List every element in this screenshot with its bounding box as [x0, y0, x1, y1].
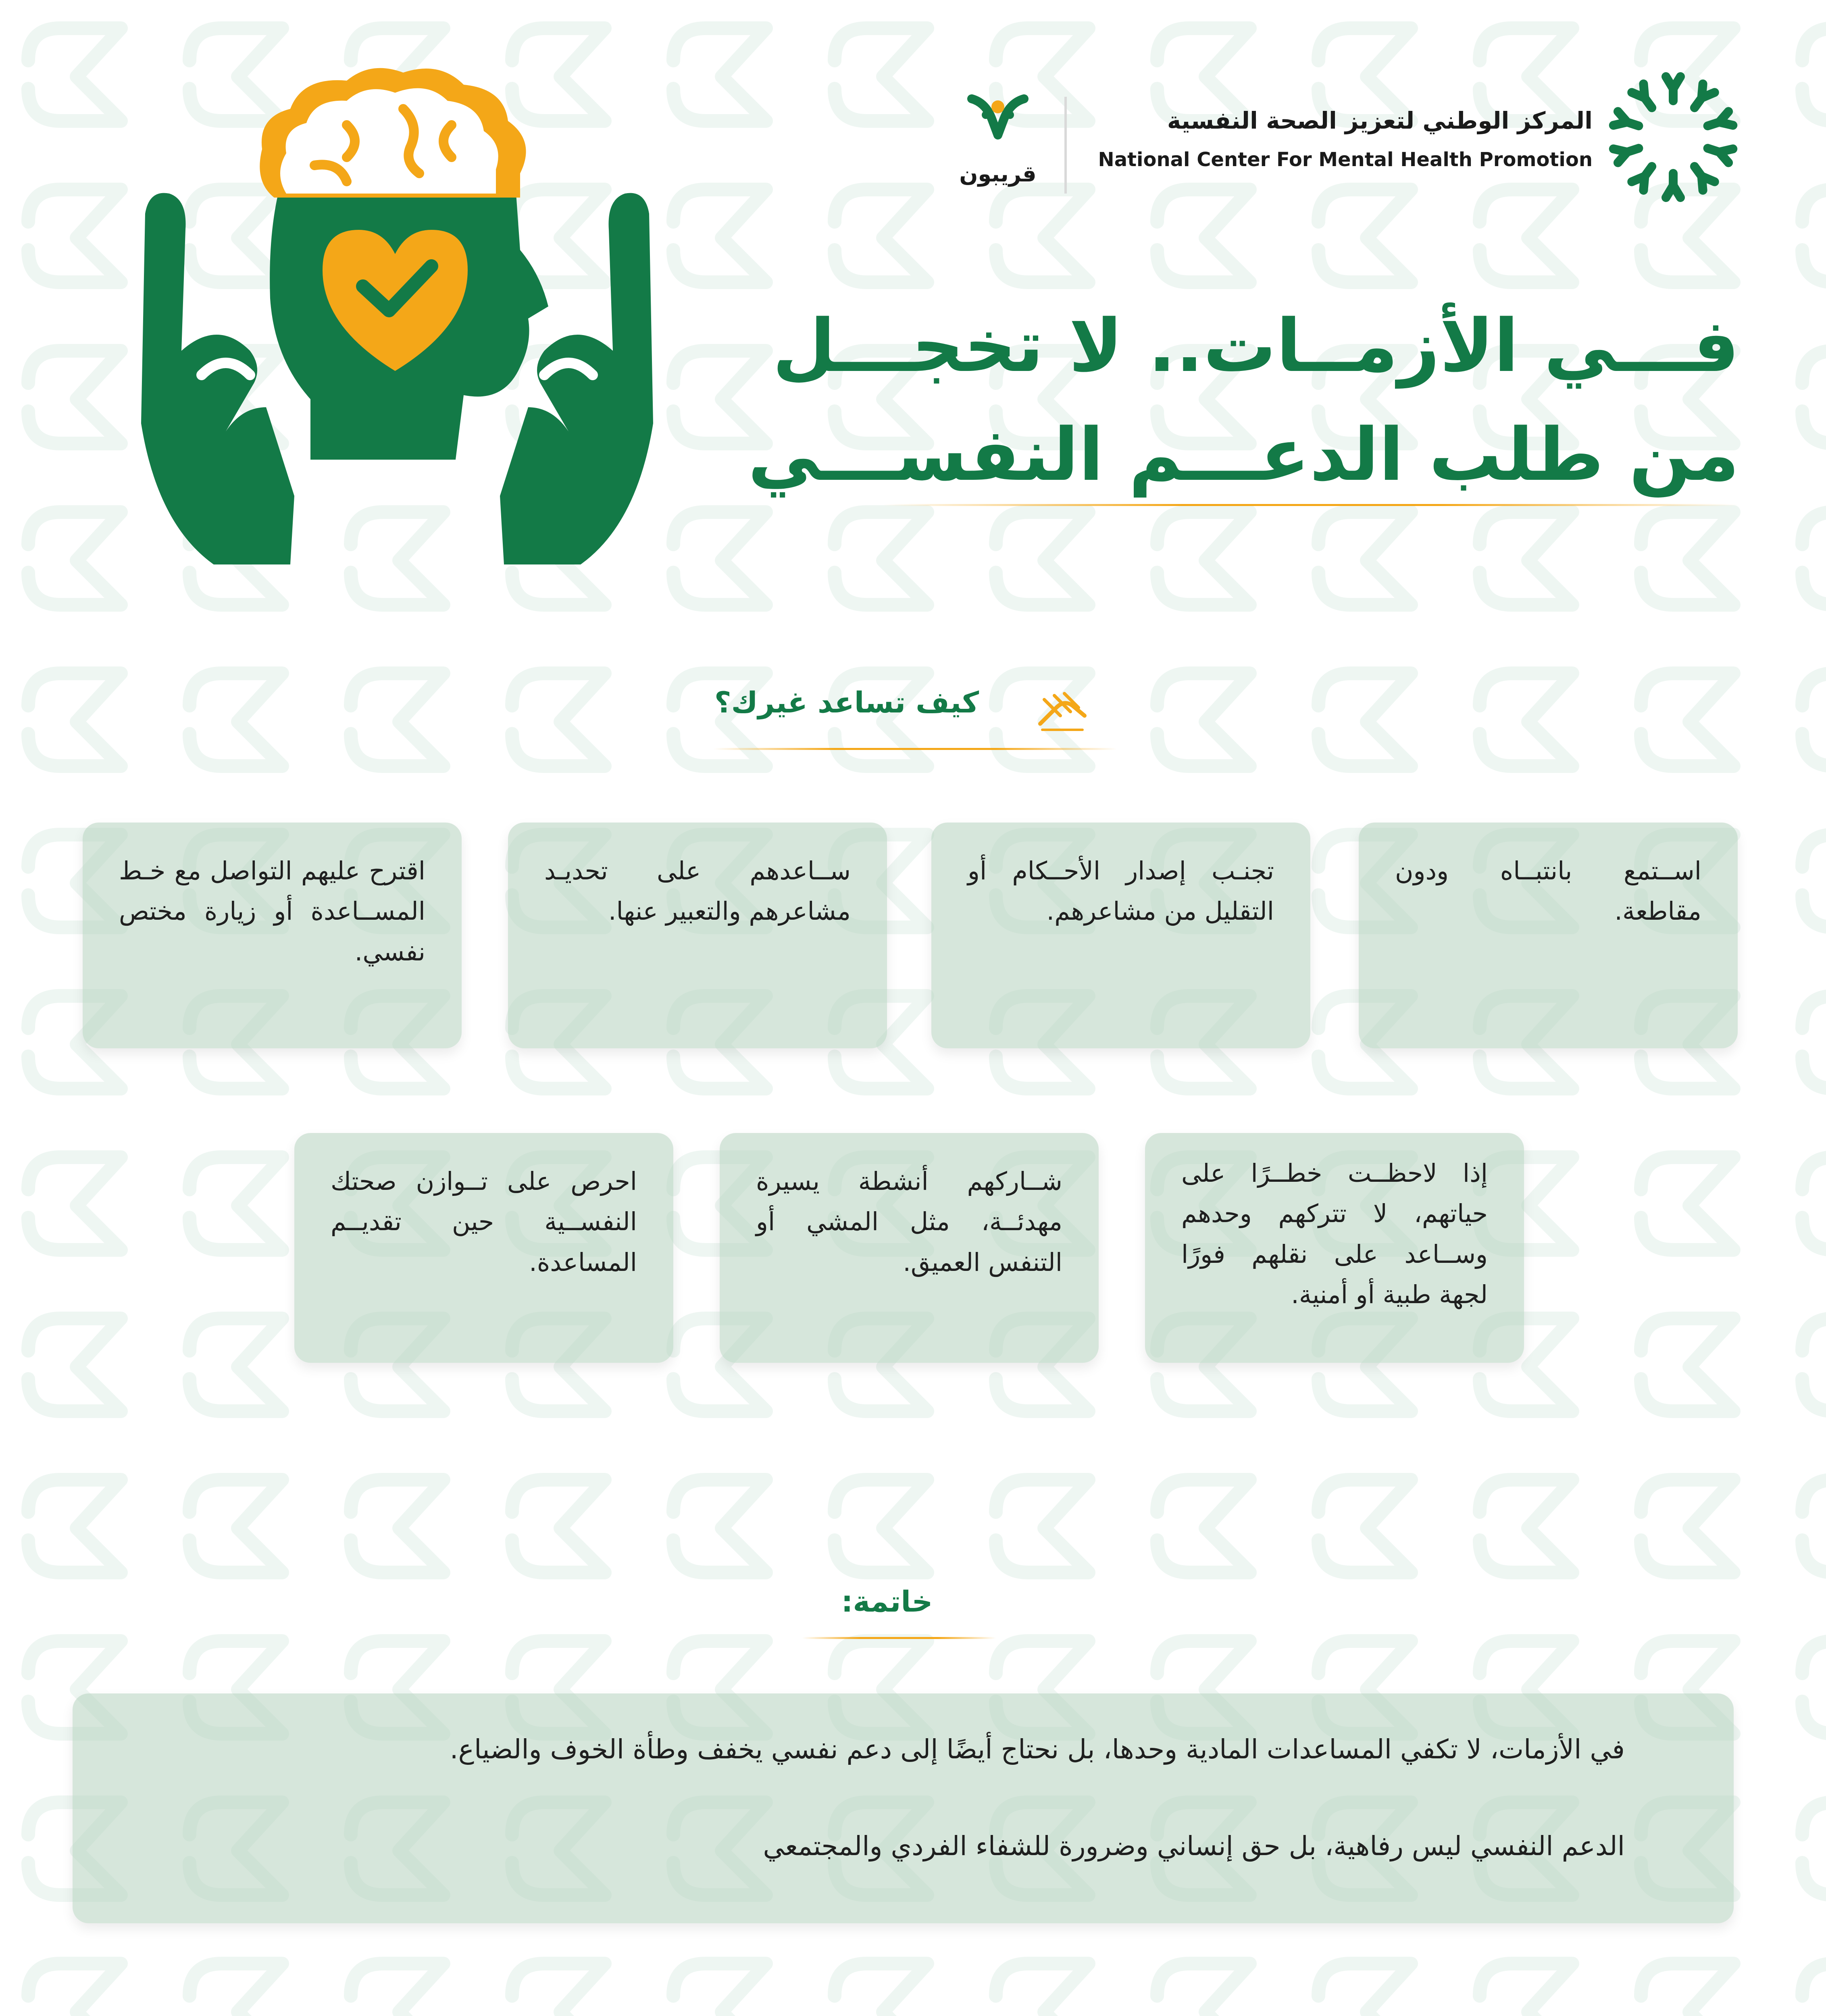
closing-heading-underline	[802, 1637, 996, 1639]
help-card-self-care	[294, 1133, 673, 1363]
helping-hands-icon	[1032, 683, 1093, 736]
help-card-text: تجنـب إصدار الأحــكام أو التقليل من مشاعرهم.	[968, 856, 1274, 926]
page-title-line-1: فـــي الأزمــات.. لا تخجـــل	[772, 304, 1739, 388]
head-heart-hands-icon	[121, 60, 673, 564]
help-section-heading: كيف تساعد غيرك؟	[714, 685, 979, 719]
help-card-listen	[1359, 823, 1738, 1048]
help-card-text: إذا لاحظــت خطــرًا على حياتهم، لا تتركهم وحدهم وســاعد على نقلهم فورًا لجهة طبية أو أمنية.	[1181, 1158, 1488, 1310]
closing-text-1: في الأزمات، لا تكفي المساعدات المادية وحدها، بل نحتاج أيضًا إلى دعم نفسي يخفف وطأة الخوف والضياع.	[450, 1734, 1625, 1765]
help-card-avoid-judgment	[931, 823, 1310, 1048]
closing-text-2: الدعم النفسي ليس رفاهية، بل حق إنساني وضرورة للشفاء الفردي والمجتمعي	[763, 1831, 1625, 1862]
help-heading-underline	[714, 748, 1117, 750]
qaribun-logo-icon	[964, 91, 1032, 151]
partner-name: قريبون	[959, 161, 1037, 187]
help-card-suggest-helpline	[83, 823, 462, 1048]
help-card-text: شــاركهم أنشطة يسيرة مهدئــة، مثل المشي أو التنفس العميق.	[756, 1166, 1062, 1277]
help-card-text: احرص على تــوازن صحتك النفســية حين تقديــم المساعدة.	[331, 1166, 637, 1277]
org-name-arabic: المركز الوطني لتعزيز الصحة النفسية	[1167, 107, 1593, 134]
ncmh-logo-icon	[1605, 69, 1742, 206]
help-card-text: اقترح عليهم التواصل مع خـط المســاعدة أو زيارة مختص نفسي.	[119, 856, 425, 966]
closing-box	[73, 1693, 1734, 1923]
closing-heading: خاتمة:	[841, 1585, 933, 1618]
help-card-danger	[1145, 1133, 1524, 1363]
help-card-calming-activities	[720, 1133, 1099, 1363]
page-title-line-2: من طلب الدعـــم النفســـي	[747, 413, 1739, 497]
help-card-text: ســاعدهم على تحديـد مشاعرهم والتعبير عنها.	[544, 856, 851, 926]
help-card-identify-feelings	[508, 823, 887, 1048]
help-card-text: اســتمع بانتبــاه ودون مقاطعة.	[1395, 856, 1701, 926]
title-underline	[883, 504, 1738, 506]
org-name-english: National Center For Mental Health Promotion	[1098, 148, 1593, 171]
